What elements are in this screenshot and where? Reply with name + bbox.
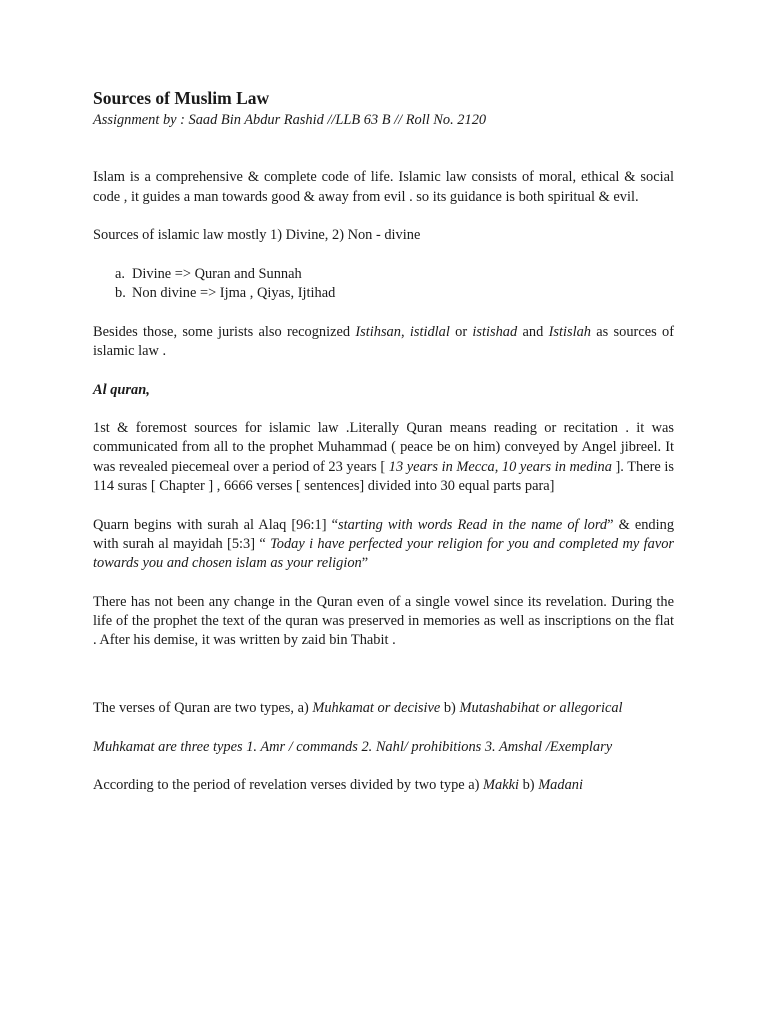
text-run: b) <box>440 700 460 717</box>
list-item-text: Divine => Quran and Sunnah <box>132 265 302 282</box>
document-title: Sources of Muslim Law <box>93 88 270 108</box>
italic-run: istidlal <box>409 323 450 340</box>
italic-run: Istihsan <box>355 323 401 340</box>
text-run: The verses of Quran are two types, a) <box>93 700 313 717</box>
text-run: Besides those, some jurists also recognized <box>93 323 356 340</box>
paragraph-revelation-period <box>93 776 674 795</box>
italic-run: Istislah <box>548 323 591 340</box>
paragraph-quran-begin-end <box>93 516 674 574</box>
text-run: ]. There is 114 suras [ Chapter ] , 6666 verses [ sentences] divided into 30 equal parts para] <box>93 458 675 495</box>
text-run: , <box>400 323 410 340</box>
list-marker: b. <box>115 285 126 302</box>
text-run: and <box>517 323 549 340</box>
paragraph-intro: Islam is a comprehensive & complete code of life. Islamic law consists of moral, ethical & social code , it guides a man towards good & away from evil . so its guidance is both spiritual & evil. <box>93 169 674 205</box>
italic-run: Muhkamat or decisive <box>312 700 441 717</box>
italic-run: Today i have perfected your religion for you and completed my favor towards you and chosen islam as your religion <box>93 535 674 572</box>
text-run: According to the period of revelation verses divided by two type a) <box>93 777 484 794</box>
italic-run: Makki <box>483 777 519 794</box>
paragraph-jurists <box>93 323 674 362</box>
text-run: Quarn begins with surah al Alaq [96:1] “ <box>93 516 339 533</box>
sources-list <box>93 265 674 304</box>
italic-run: Madani <box>538 777 583 794</box>
list-marker: a. <box>115 265 125 282</box>
paragraph-quran-intro <box>93 419 674 496</box>
paragraph-muhkamat: Muhkamat are three types 1. Amr / commands 2. Nahl/ prohibitions 3. Amshal /Exemplary <box>93 738 613 755</box>
document-byline: Assignment by : Saad Bin Abdur Rashid //LLB 63 B // Roll No. 2120 <box>93 112 487 128</box>
list-item-text: Non divine => Ijma , Qiyas, Ijtihad <box>132 285 336 302</box>
text-run: or <box>449 323 473 340</box>
text-run: ” & ending with surah al mayidah [5:3] “ <box>93 516 675 552</box>
italic-run: istishad <box>472 323 518 340</box>
italic-run: Mutashabihat or allegorical <box>459 700 623 717</box>
paragraph-preservation: There has not been any change in the Quran even of a single vowel since its revelation. During the life of the prophet the text of the quran was preserved in memories as well as inscriptions on the flat . After his demise, it was written by zaid bin Thabit . <box>93 593 674 649</box>
text-run: as sources of islamic law . <box>93 323 674 359</box>
text-run: ” <box>361 555 369 572</box>
list-item <box>115 284 674 303</box>
section-heading-al-quran: Al quran, <box>93 381 150 398</box>
text-run: b) <box>519 777 539 794</box>
text-run: 1st & foremost sources for islamic law .Literally Quran means reading or recitation . it was communicated from all to the prophet Muhammad ( peace be on him) conveyed by Angel jibreel. It was revealed piecemeal over a period of 23 years [ <box>93 420 674 475</box>
list-item <box>115 265 674 284</box>
paragraph-sources: Sources of islamic law mostly 1) Divine, 2) Non - divine <box>93 227 421 244</box>
italic-run: 13 years in Mecca, 10 years in medina <box>388 458 612 475</box>
paragraph-verse-types <box>93 699 674 718</box>
document-body <box>93 88 674 796</box>
italic-run: starting with words Read in the name of lord <box>338 516 608 533</box>
